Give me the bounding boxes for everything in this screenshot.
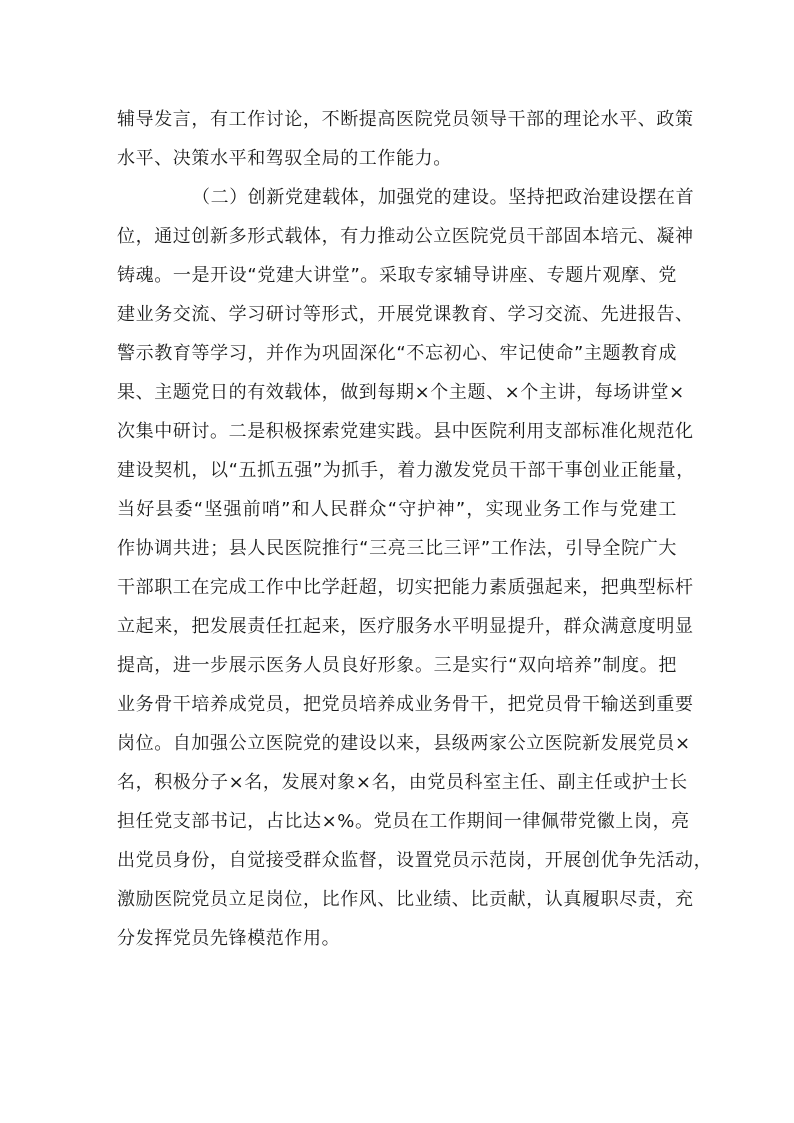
text-line: 业务骨干培养成党员，把党员培养成业务骨干，把党员骨干输送到重要 [117,694,694,715]
text-line: 岗位。自加强公立医院党的建设以来，县级两家公立医院新发展党员× [117,733,691,754]
text-line: 铸魂。一是开设“党建大讲堂”。采取专家辅导讲座、专题片观摩、党 [117,265,677,286]
text-line: 激励医院党员立足岗位，比作风、比业绩、比贡献，认真履职尽责，充 [117,889,694,910]
text-line: （二）创新党建载体，加强党的建设。坚持把政治建设摆在首 [192,187,695,208]
text-line: 担任党支部书记，占比达×%。党员在工作期间一律佩带党徽上岗，亮 [117,811,690,832]
text-line: 分发挥党员先锋模范作用。 [117,928,341,949]
paragraph-1 [117,100,694,178]
text-line: 出党员身份，自觉接受群众监督，设置党员示范岗，开展创优争先活动， [117,850,713,871]
text-line: 干部职工在完成工作中比学赶超，切实把能力素质强起来，把典型标杆 [117,577,694,598]
text-line: 作协调共进；县人民医院推行“三亮三比三评”工作法，引导全院广大 [117,538,677,559]
document-body [117,100,713,958]
text-line: 水平、决策水平和驾驭全局的工作能力。 [117,148,452,169]
text-line: 建设契机，以“五抓五强”为抓手，着力激发党员干部干事创业正能量， [117,460,695,481]
paragraph-2 [117,178,713,958]
text-line: 次集中研讨。二是积极探索党建实践。县中医院利用支部标准化规范化 [117,421,694,442]
text-line: 建业务交流、学习研讨等形式，开展党课教育、学习交流、先进报告、 [117,304,694,325]
text-line: 辅导发言，有工作讨论，不断提高医院党员领导干部的理论水平、政策 [117,109,694,130]
text-line: 立起来，把发展责任扛起来，医疗服务水平明显提升，群众满意度明显 [117,616,694,637]
text-line: 位，通过创新多形式载体，有力推动公立医院党员干部固本培元、凝神 [117,226,694,247]
text-line: 果、主题党日的有效载体，做到每期×个主题、×个主讲，每场讲堂× [117,382,685,403]
text-line: 当好县委“坚强前哨”和人民群众“守护神”，实现业务工作与党建工 [117,499,677,520]
text-line: 提高，进一步展示医务人员良好形象。三是实行“双向培养”制度。把 [117,655,677,676]
text-line: 名，积极分子×名，发展对象×名，由党员科室主任、副主任或护士长 [117,772,688,793]
text-line: 警示教育等学习，并作为巩固深化“不忘初心、牢记使命”主题教育成 [117,343,677,364]
